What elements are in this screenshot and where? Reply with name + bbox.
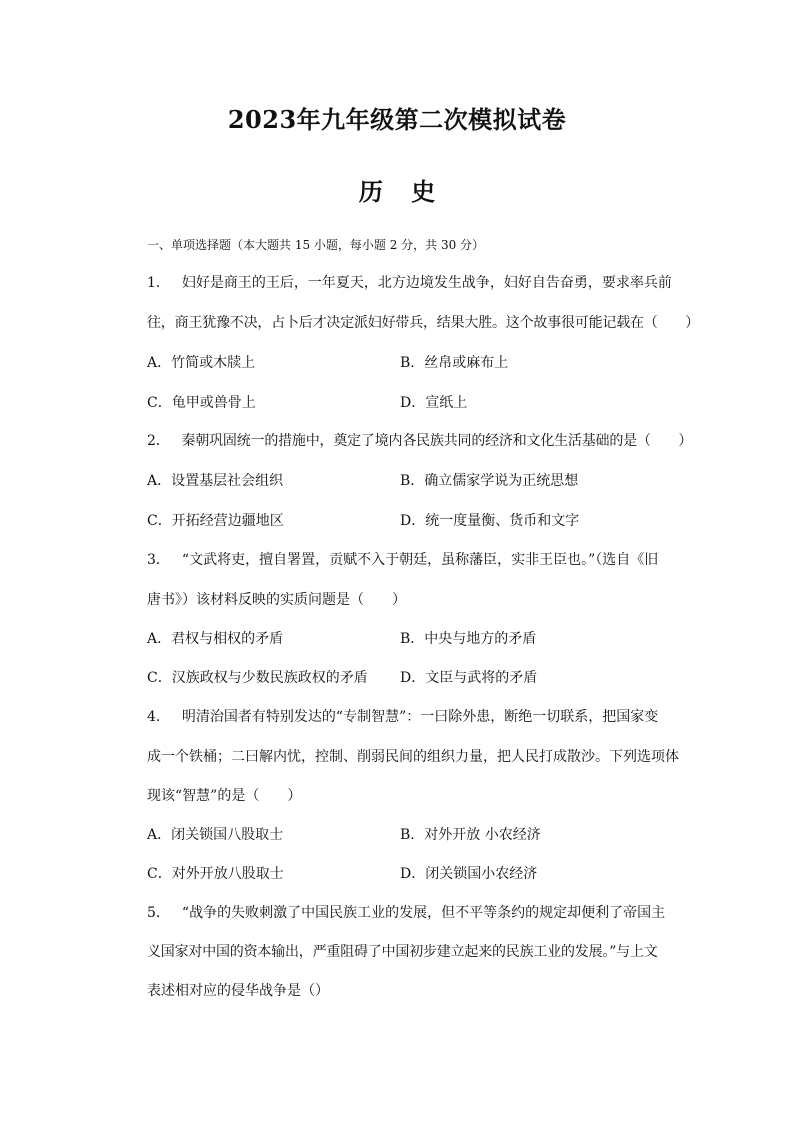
question-1-option-a: A．竹简或木牍上 bbox=[147, 355, 256, 371]
question-2-option-d: D．统一度量衡、货币和文字 bbox=[400, 513, 580, 529]
question-2-option-a: A．设置基层社会组织 bbox=[147, 473, 284, 489]
question-2-line-1 bbox=[147, 433, 692, 450]
question-2-text-line: 秦朝巩固统一的措施中，奠定了境内各民族共同的经济和文化生活基础的是（ ） bbox=[181, 433, 693, 449]
question-2-option-c: C．开拓经营边疆地区 bbox=[147, 513, 284, 529]
question-1-option-d: D．宣纸上 bbox=[400, 395, 468, 411]
subject-title: 历 史 bbox=[358, 177, 446, 206]
question-2-number: 2． bbox=[147, 433, 170, 449]
question-4-line-3: 现该“智慧”的是（ ） bbox=[147, 788, 302, 804]
question-1-option-b: B．丝帛或麻布上 bbox=[400, 355, 509, 371]
question-2-option-b: B．确立儒家学说为正统思想 bbox=[400, 473, 579, 489]
question-4-option-a: A．闭关锁国八股取士 bbox=[147, 827, 284, 843]
question-1-text-line: 妇好是商王的王后，一年夏天，北方边境发生战争，妇好自告奋勇，要求率兵前 bbox=[181, 275, 672, 291]
section-header: 一、单项选择题（本大题共 15 小题，每小题 2 分，共 30 分） bbox=[147, 238, 485, 252]
question-4-line-2: 成一个铁桶；二曰解内忧，控制、削弱民间的组织力量，把人民打成散沙。下列选项体 bbox=[147, 749, 679, 765]
question-3-option-a: A．君权与相权的矛盾 bbox=[147, 631, 284, 647]
question-4-option-c: C．对外开放八股取士 bbox=[147, 866, 284, 882]
page-title: 2023年九年级第二次模拟试卷 bbox=[227, 105, 567, 134]
question-5-text-line: “战争的失败刺激了中国民族工业的发展，但不平等条约的规定却便利了帝国主 bbox=[181, 905, 666, 921]
question-3-line-1 bbox=[147, 552, 658, 569]
question-1-option-c: C．龟甲或兽骨上 bbox=[147, 395, 256, 411]
question-5-number: 5． bbox=[147, 905, 170, 921]
question-4-option-d: D．闭关锁国小农经济 bbox=[400, 866, 538, 882]
question-3-option-c: C．汉族政权与少数民族政权的矛盾 bbox=[147, 670, 368, 686]
question-1-line-2: 往，商王犹豫不决，占卜后才决定派妇好带兵，结果大胜。这个故事很可能记载在（ ） bbox=[147, 315, 699, 331]
question-5-line-3: 表述相对应的侵华战争是（） bbox=[147, 983, 329, 999]
question-5-line-1 bbox=[147, 905, 665, 922]
question-1-number: 1． bbox=[147, 275, 170, 291]
question-3-line-2: 唐书》）该材料反映的实质问题是（ ） bbox=[147, 592, 406, 608]
question-4-number: 4． bbox=[147, 709, 170, 725]
question-1-line-1 bbox=[147, 275, 672, 292]
question-3-option-d: D．文臣与武将的矛盾 bbox=[400, 670, 538, 686]
question-4-line-1 bbox=[147, 709, 658, 726]
question-5-line-2: 义国家对中国的资本输出，严重阻碍了中国初步建立起来的民族工业的发展。”与上文 bbox=[147, 944, 658, 960]
question-4-option-b: B．对外开放 小农经济 bbox=[400, 827, 541, 843]
question-3-text-line: “文武将吏，擅自署置，贡赋不入于朝廷，虽称藩臣，实非王臣也。”（选自《旧 bbox=[181, 552, 659, 568]
question-3-number: 3． bbox=[147, 552, 170, 568]
question-4-text-line: 明清治国者有特别发达的“专制智慧”：一曰除外患，断绝一切联系，把国家变 bbox=[181, 709, 659, 725]
question-3-option-b: B．中央与地方的矛盾 bbox=[400, 631, 537, 647]
